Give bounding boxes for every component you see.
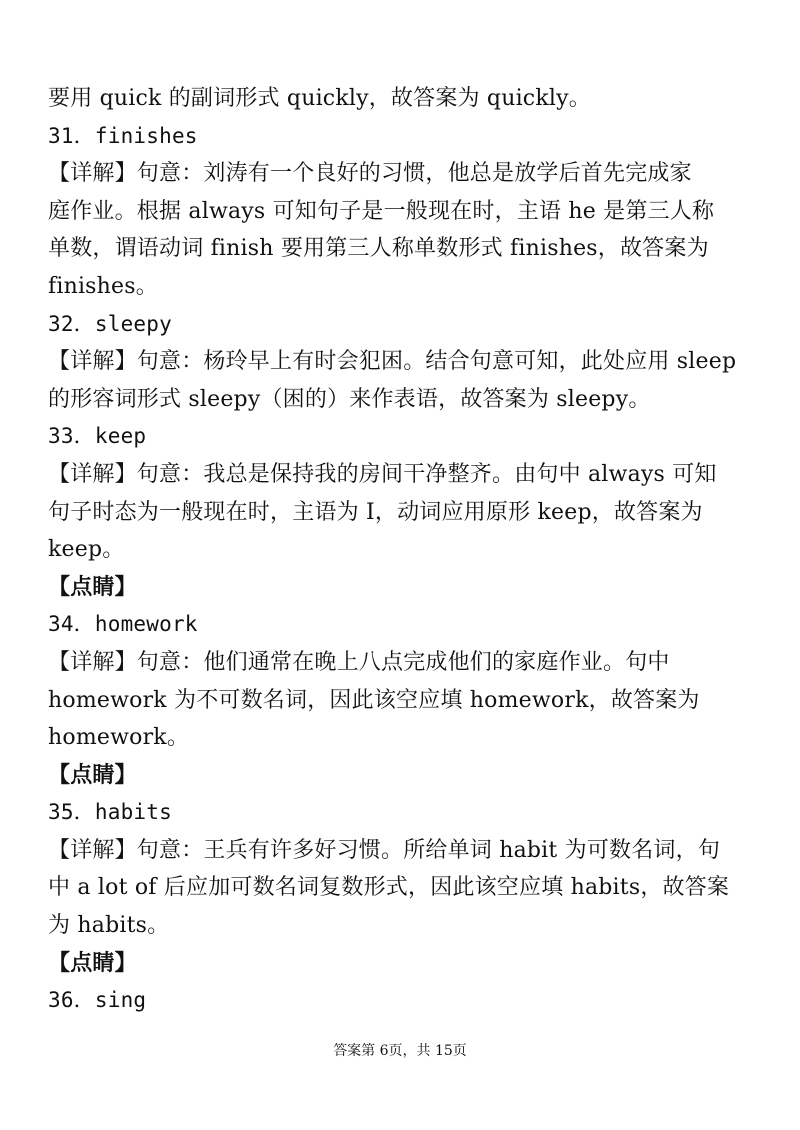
dianjing-heading: 【点睛】 (48, 949, 137, 976)
question-number-33: 33．keep (48, 424, 147, 449)
question-number-31: 31．finishes (48, 123, 198, 148)
dianjing-heading: 【点睛】 (48, 573, 137, 600)
text-line: 单数，谓语动词 finish 要用第三人称单数形式 finishes，故答案为 (48, 236, 709, 262)
text-line: keep。 (48, 537, 125, 563)
text-line: 【详解】句意：刘涛有一个良好的习惯，他总是放学后首先完成家 (48, 161, 692, 187)
text-line: homework。 (48, 725, 190, 751)
text-line: 中 a lot of 后应加可数名词复数形式，因此该空应填 habits，故答案 (48, 875, 730, 901)
text-line: finishes。 (48, 273, 158, 299)
text-line: 要用 quick 的副词形式 quickly，故答案为 quickly。 (48, 86, 591, 111)
text-line: 【详解】句意：他们通常在晚上八点完成他们的家庭作业。句中 (48, 649, 670, 675)
text-line: 句子时态为一般现在时，主语为 I，动词应用原形 keep，故答案为 (48, 499, 703, 525)
text-line: 【详解】句意：王兵有许多好习惯。所给单词 habit 为可数名词，句 (48, 837, 721, 863)
question-number-35: 35．habits (48, 800, 172, 825)
text-line: 的形容词形式 sleepy（困的）来作表语，故答案为 sleepy。 (48, 386, 651, 412)
text-line: 为 habits。 (48, 913, 170, 939)
text-line: 【详解】句意：我总是保持我的房间干净整齐。由句中 always 可知 (48, 461, 717, 487)
text-line: 【详解】句意：杨玲早上有时会犯困。结合句意可知，此处应用 sleep (48, 349, 737, 375)
answer-content (48, 80, 760, 1020)
page-footer: 答案第 6页，共 15页 (333, 1043, 467, 1059)
question-number-32: 32．sleepy (48, 311, 172, 336)
question-number-34: 34．homework (48, 612, 198, 637)
text-line: homework 为不可数名词，因此该空应填 homework，故答案为 (48, 687, 700, 713)
dianjing-heading: 【点睛】 (48, 761, 137, 788)
text-line: 庭作业。根据 always 可知句子是一般现在时，主语 he 是第三人称 (48, 198, 715, 224)
question-number-36: 36．sing (48, 988, 147, 1013)
